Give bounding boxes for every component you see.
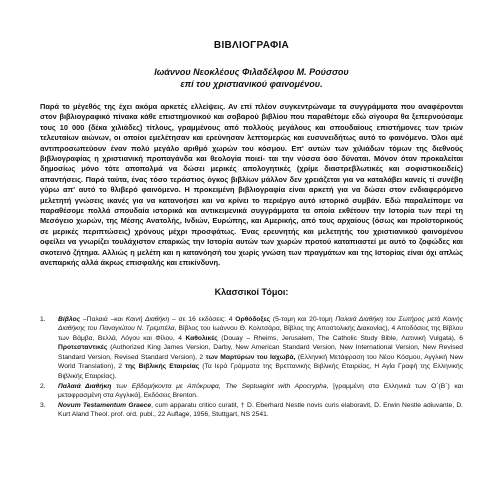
ref-part: Βίβλος [58, 315, 81, 323]
page-title: ΒΙΒΛΙΟΓΡΑΦΙΑ [213, 40, 290, 51]
ref-part: (Douay – Rheims, Jerusalem, The Catholic Study Bible, Λατινική Vulgata), 6 [217, 334, 463, 342]
ref-part: Καινή Διαθήκη [125, 315, 170, 323]
subtitle-author-line: Ιωάννου Νεοκλέους Φιλαδέλφου Μ. Ρούσσου [154, 67, 349, 77]
subtitle-topic-line: επί του χριστιανικού φαινομένου. [180, 79, 323, 89]
ref-part: των [111, 382, 132, 390]
ref-part: Προτεσταντικές [58, 344, 108, 352]
list-item-number: 3. [40, 401, 46, 409]
list-item-text [58, 401, 463, 420]
document-subtitle [40, 66, 463, 90]
list-item [40, 382, 463, 401]
list-item [40, 401, 463, 420]
ref-part: , [γραμμένη στα Ελληνικά των Ο΄(Β΄) και μεταφρασμένη στα Αγγλικά], Εκδόσεις Brenton. [58, 382, 463, 400]
list-item-number: 2. [40, 382, 46, 390]
ref-part: (5-τομη και 20-τομη [270, 315, 336, 323]
ref-part: Εβδομήκοντα με Απόκρυφα, The Septuagint with Apocrypha [131, 382, 327, 390]
list-item-text [58, 382, 463, 401]
list-item-number: 1. [40, 315, 46, 323]
intro-paragraph: Παρά το μέγεθός της έχει ακόμα αρκετές ελλείψεις. Αν επί πλέον συγκεντρώναμε τα συγγράμματα που αναφέρονται στον βιβλιογραφικό πίνακα κάθε επιστημονικού και σοβαρού βιβλίου που παραθέτομε εδώ σίγουρα θα ξεπερνούσαμε τους 10 000 (δέκα χιλιάδες) τίτλους, γραμμένους από πολλούς μεγάλους και σπουδαίους επιστήμονες των τριών τελευταίων αιώνων, οι οποίοι εμελέτησαν και ερεύνησαν λεπτομερώς και ευσυνειδήτως αυτό το φαινόμενο. Όλοι αμέ αντιπροσωπεύουν έναν πολύ μεγάλο αριθμό χωρών του κόσμου. Επ' αυτών των χιλιάδων τόμων της διεθνούς βιβλιογραφίας η χριστιανική προπαγάνδα και θεολογία ποιεί- ται την νύσσα όσο δύναται. Μόνον όταν προκαλείται δημοσίως μόνο τότε αποπολμά να δώσει μερικές απολογητικές (χρίμε διαστρεβλωτικές και σοφιστικοειδείς) απαντήσεις. Παρά ταύτα, ένας τόσο τεράστιος όγκος βιβλίων μάλλον δεν χρειάζεται για να καταλάβει κανείς τί συνέβη γύρω απ' αυτό το θλιβερό φαινόμενο. Η προκειμένη βιβλιογραφία είναι αρκετή για να δώσει στον ενδιαφερόμενο μελετητή γνώσεις ικανές για να κατανοήσει και να κρίνει το περιέργο αυτό ιστορικό συμβάν. Εδώ παραλείπομε να παραθέσομε πολλά σπουδαία ιστορικά και αντικειμενικά συγγράμματα τα οποία εκθέτουν την Ιστορία των περί τη Μεσόγειο χωρών, της Μέσης Ανατολής, Ινδιών, Ευρώπης, και Αμερικής, από τους αρχαίους (όσως και προϊστορικούς σε μερικές περιπτώσεις) χρόνους μέχρι προσφάτως. Ένας ερευνητής και μελετητής του χριστιανικού φαινομένου οφείλει να γνωρίζει τουλάχιστον επαρκώς την Ιστορία αυτών των χωρών προτού καταπιαστεί με αυτό το ζοφώδες και σκοτεινό ζήτημα. Αλλιώς η μελέτη και η κατανόησή του χωρίς γνώση των πραγμάτων και της Ιστορίας είναι όχι απλώς ανεπαρκής αλλά άκρως επισφαλής και επικίνδυνη. [40, 102, 463, 268]
ref-part: (Τα Ιερά Γράμματα της Βρεττανικής Βιβλικής Εταιρείας, Η Αγία Γραφή της Ελληνικής Βιβλικής Εταιρείας). [58, 363, 463, 381]
list-item-text [58, 315, 463, 382]
ref-part: της Βιβλικής Εταιρείας [124, 363, 200, 371]
section-title: Κλασσικοί Τόμοι: [214, 286, 289, 297]
ref-part: (Ελληνική Μετάφραση του Νέου Κόσμου, Αγγλική New World Translation), 2 [58, 353, 463, 371]
ref-part: , Βίβλος του Ιωάννου Θ. Κολιτσάρα, Βίβλος της Αποστολικής Διακονίας), 4 Αποδόσεις της Βίβλου των Βάμβα, Βελλά, Λόγου και Φίλου, 4 [58, 325, 463, 342]
ref-part: Παλαιά Διαθήκη του Σωτήρος μετά Καινής Διαθήκης του Παναγιώτου Ν. Τρεμπέλα [58, 315, 463, 333]
ref-part: Ορθόδοξες [235, 315, 271, 323]
ref-part: Παλαιά Διαθήκη [58, 382, 112, 390]
ref-part: –Παλαιά –και [80, 315, 126, 323]
ref-part: (Authorized King James Version, Darby, New American Standard Version, New International Version, New Revised Standard Version, Revised Standard Version), 2 [58, 344, 463, 361]
ref-part: – σε 16 εκδόσεις: 4 [169, 315, 236, 323]
ref-part: Καθολικές [185, 334, 218, 342]
ref-part: των Μαρτύρων του Ιαχωβά, [205, 353, 296, 361]
ref-part: Novum Testamentum Graece [58, 401, 152, 409]
list-item [40, 315, 463, 382]
reference-list [40, 315, 463, 421]
ref-part: , cum apparatu critico curatit, † D. Eberhard Nestle novis curis elaboravit, D. Erwin Nestle adiuvante, D. Kurt Aland Theol. prof. ord. publ., 22 Auflage, 1956, Stuttgart, NS 2541. [58, 401, 464, 419]
